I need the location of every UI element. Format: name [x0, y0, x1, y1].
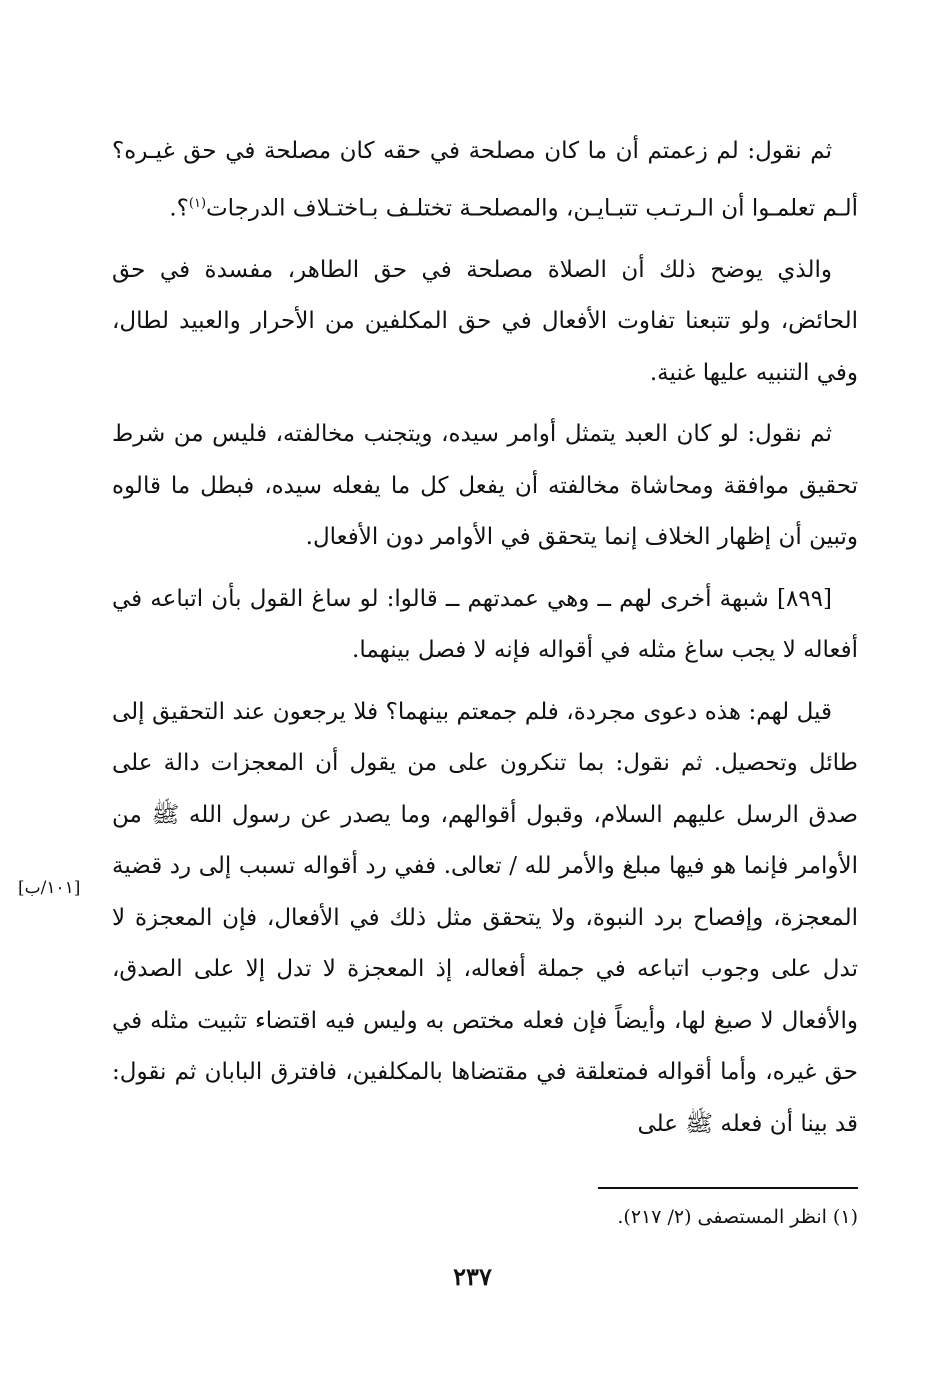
paragraph-2: والذي يوضح ذلك أن الصلاة مصلحة في حق الطاهر، مفسدة في حق الحائض، ولو تتبعنا تفاوت الأفعال في حق المكلفين من الأحرار والعبيد لطال، وفي التنبيه عليها غنية. — [112, 256, 858, 386]
paragraph-5: قيل لهم: هذه دعوى مجردة، فلم جمعتم بينهما؟ فلا يرجعون عند التحقيق إلى طائل وتحصيل. ثم نقول: بما تنكرون على من يقول أن المعجزات دالة على صدق الرسل عليهم السلام، وقبول أقوالهم، وما يصدر عن رسول الله ﷺ من الأوامر فإنما هو فيها مبلغ والأمر لله / تعالى. ففي رد أقواله تسبب إلى رد قضية المعجزة، وإفصاح برد النبوة، ولا يتحقق مثل ذلك في الأفعال، فإن المعجزة لا تدل على وجوب اتباعه في جملة أفعاله، إذ المعجزة لا تدل إلا على الصدق، والأفعال لا صيغ لها، وأيضاً فإن فعله مختص به وليس فيه اقتضاء تثبيت مثله في حق غيره، وأما أقواله فمتعلقة في مقتضاها بالمكلفين، فافترق البابان ثم نقول: قد بينا أن فعله ﷺ على — [112, 698, 858, 1137]
paragraph-3: ثم نقول: لو كان العبد يتمثل أوامر سيده، ويتجنب مخالفته، فليس من شرط تحقيق موافقة ومحاشاة مخالفته أن يفعل كل ما يفعله سيده، فبطل ما قالوه وتبين أن إظهار الخلاف إنما يتحقق في الأوامر دون الأفعال. — [112, 421, 858, 551]
footnote-reference: (١) — [188, 195, 207, 211]
footnote: (١) انظر المستصفى (٢/ ٢١٧). — [617, 1206, 858, 1228]
main-text — [112, 126, 858, 1160]
paragraph-1: ثم نقول: لم زعمتم أن ما كان مصلحة في حقه كان مصلحة في حق غيـره؟ ألـم تعلمـوا أن الـرتـب تتبـايـن، والمصلحـة تختلـف بـاختـلاف الدرجات$^{(١)}$؟. — [112, 138, 858, 222]
page-number: ٢٣٧ — [453, 1262, 492, 1291]
paragraph-4: [٨٩٩] شبهة أخرى لهم ــ وهي عمدتهم ــ قالوا: لو ساغ القول بأن اتباعه في أفعاله لا يجب ساغ مثله في أقواله فإنه لا فصل بينهما. — [112, 585, 858, 664]
manuscript-folio-marker: [١٠١/ب] — [18, 878, 81, 898]
footnote-divider — [598, 1187, 858, 1189]
